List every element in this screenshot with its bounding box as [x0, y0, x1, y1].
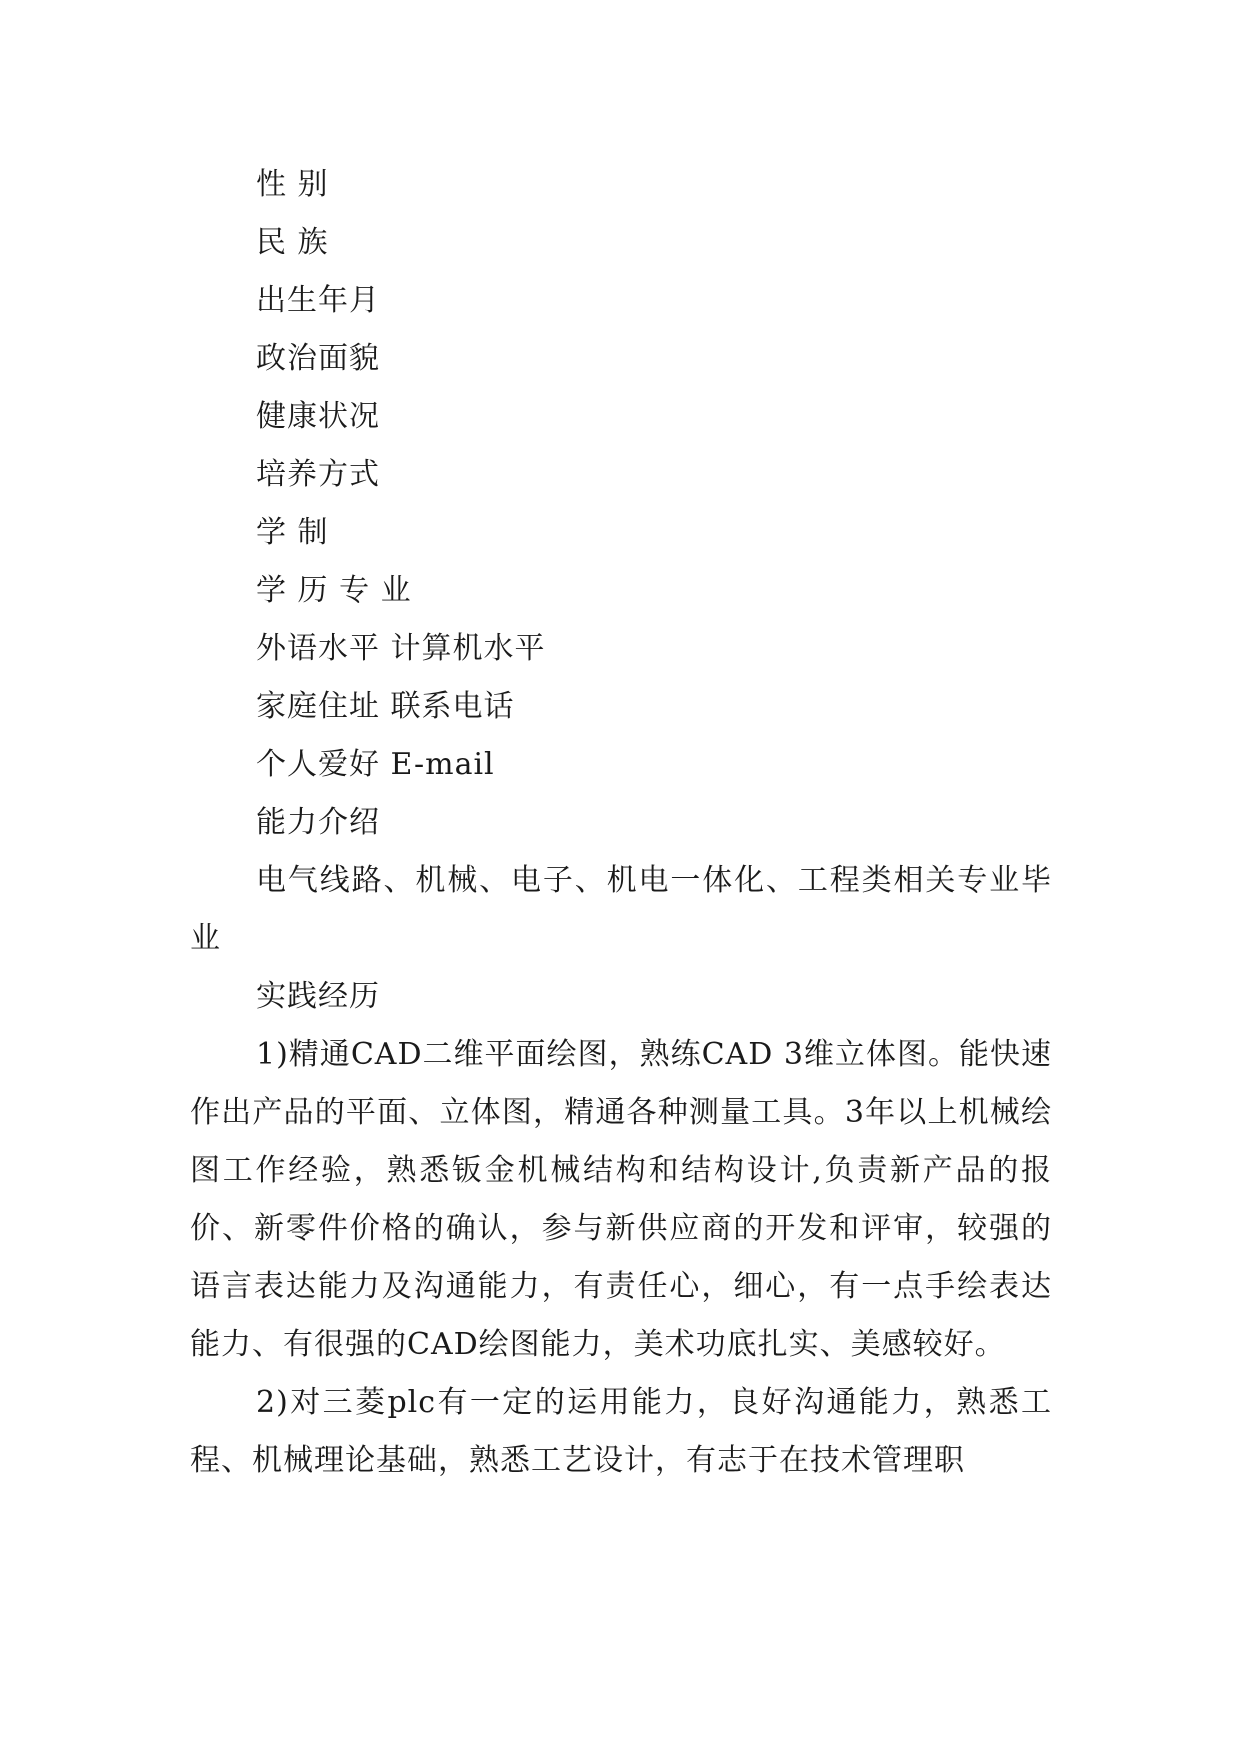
field-hobby-email: 个人爱好 E-mail	[256, 747, 495, 782]
field-language-computer: 外语水平 计算机水平	[256, 631, 546, 666]
ability-paragraph: 电气线路、机械、电子、机电一体化、工程类相关专业毕业	[190, 863, 1052, 956]
field-ethnicity: 民 族	[256, 225, 329, 260]
field-address-phone: 家庭住址 联系电话	[256, 689, 515, 724]
field-political-status: 政治面貌	[256, 341, 380, 376]
practice-item-2: 2)对三菱plc有一定的运用能力，良好沟通能力，熟悉工程、机械理论基础，熟悉工艺设计，有志于在技术管理职	[190, 1385, 1052, 1478]
resume-content	[190, 156, 1052, 1490]
field-schooling-length: 学 制	[256, 515, 329, 550]
field-ability-heading: 能力介绍	[256, 805, 380, 840]
practice-heading: 实践经历	[256, 979, 380, 1014]
field-degree-major: 学 历 专 业	[256, 573, 412, 608]
field-birth-date: 出生年月	[256, 283, 380, 318]
field-health: 健康状况	[256, 399, 380, 434]
practice-item-1: 1)精通CAD二维平面绘图，熟练CAD 3维立体图。能快速作出产品的平面、立体图，精通各种测量工具。3年以上机械绘图工作经验，熟悉钣金机械结构和结构设计,负责新产品的报价、新零件价格的确认，参与新供应商的开发和评审，较强的语言表达能力及沟通能力，有责任心，细心，有一点手绘表达能力、有很强的CAD绘图能力，美术功底扎实、美感较好。	[190, 1037, 1052, 1362]
field-gender: 性 别	[256, 167, 329, 202]
field-training-mode: 培养方式	[256, 457, 380, 492]
